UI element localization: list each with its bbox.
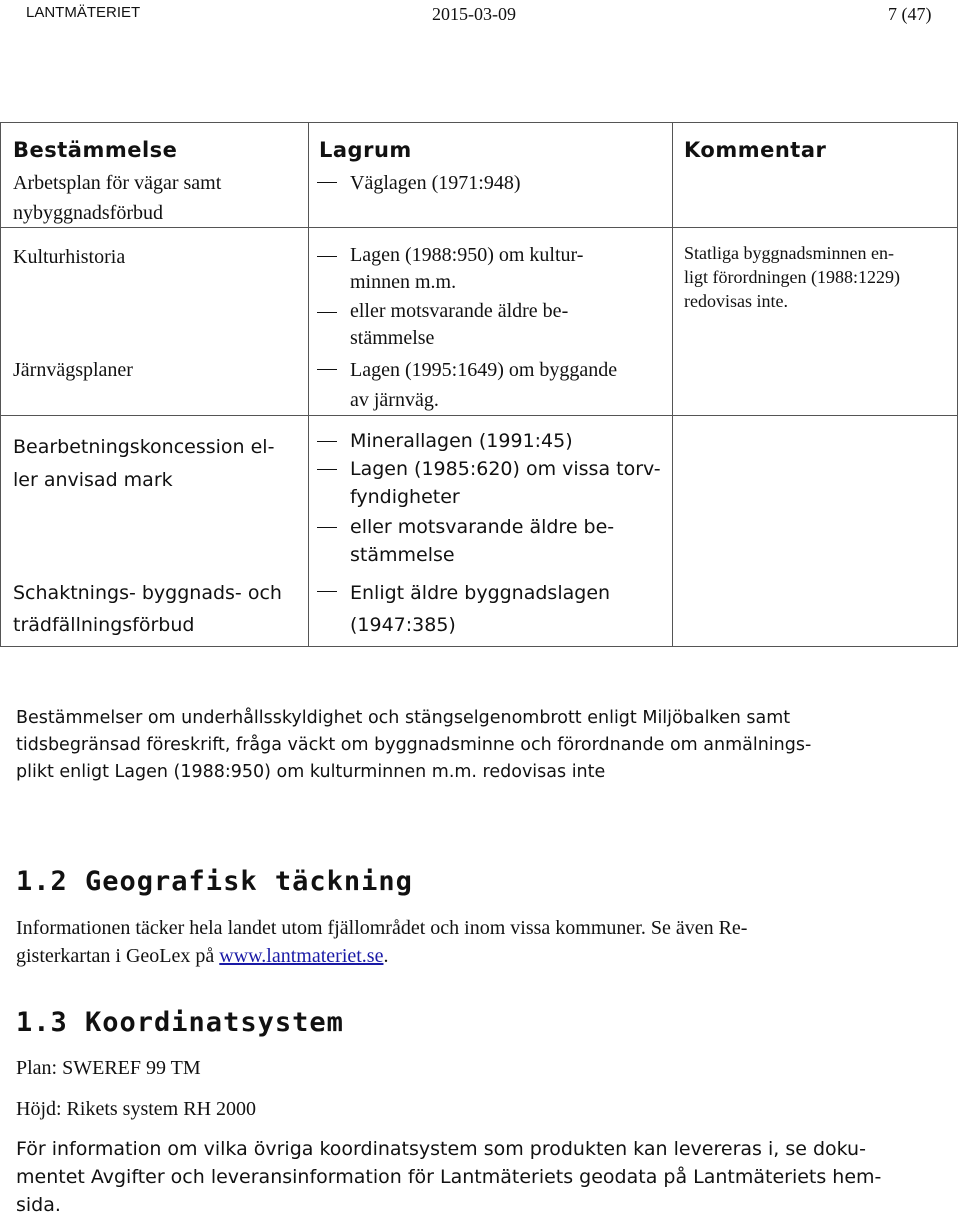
row-5-bestammelse: Schaktnings- byggnads- och trädfällningsförbud xyxy=(13,582,282,636)
dash-bullet xyxy=(317,369,337,370)
dash-bullet xyxy=(317,182,337,183)
column-header-lagrum: Lagrum xyxy=(319,138,412,162)
page-header xyxy=(0,0,960,30)
dash-bullet xyxy=(317,256,337,257)
row-3-bestammelse: Järnvägsplaner xyxy=(13,359,133,381)
row-4-lagrum-item-1: Minerallagen (1991:45) xyxy=(350,427,573,455)
section-heading-koordinatsystem: 1.3 Koordinatsystem xyxy=(16,1007,344,1038)
dash-bullet xyxy=(317,312,337,313)
page-number: 7 (47) xyxy=(888,4,932,24)
row-1-bestammelse: Arbetsplan för vägar samt nybyggnadsförbud xyxy=(13,172,222,224)
column-header-kommentar: Kommentar xyxy=(684,138,827,162)
org-name: LANTMÄTERIET xyxy=(26,4,141,21)
row-2-lagrum-item-1: Lagen (1988:950) om kultur- minnen m.m. xyxy=(350,242,583,296)
dash-bullet xyxy=(317,527,337,528)
column-header-bestammelse: Bestämmelse xyxy=(13,138,178,162)
coverage-paragraph: Informationen täcker hela landet utom fjällområdet och inom vissa kommuner. Se även Re- gisterkartan i GeoLex på www.lantmateriet.se. xyxy=(16,917,748,967)
column-divider xyxy=(308,123,309,646)
plan-system: Plan: SWEREF 99 TM xyxy=(16,1057,201,1079)
lantmateriet-link[interactable]: www.lantmateriet.se xyxy=(219,945,384,967)
row-divider xyxy=(1,415,957,416)
section-heading-geografisk-tackning: 1.2 Geografisk täckning xyxy=(16,866,413,897)
coordinate-info-paragraph: För information om vilka övriga koordinatsystem som produkten kan levereras i, se doku- mentet Avgifter och leveransinformation för Lantmäteriets geodata på Lantmäteriets hem- sida. xyxy=(16,1138,882,1216)
row-4-lagrum-item-2: Lagen (1985:620) om vissa torv- fyndigheter xyxy=(350,455,661,511)
row-4-lagrum-item-3: eller motsvarande äldre be- stämmelse xyxy=(350,513,614,569)
row-2-bestammelse: Kulturhistoria xyxy=(13,246,126,268)
regulations-table xyxy=(0,122,958,647)
row-3-lagrum: Lagen (1995:1649) om byggande av järnväg. xyxy=(350,355,617,415)
row-2-kommentar: Statliga byggnadsminnen en- ligt förordningen (1988:1229) redovisas inte. xyxy=(684,243,900,311)
exclusion-note: Bestämmelser om underhållsskyldighet och stängselgenombrott enligt Miljöbalken samt tidsbegränsad föreskrift, fråga väckt om byggnadsminne och förordnande om anmälnings- plikt enligt Lagen (1988:950) om kulturminnen m.m. redovisas inte xyxy=(16,708,812,782)
row-1-lagrum: Väglagen (1971:948) xyxy=(350,168,521,198)
height-system: Höjd: Rikets system RH 2000 xyxy=(16,1098,257,1120)
dash-bullet xyxy=(317,591,337,592)
dash-bullet xyxy=(317,469,337,470)
column-divider xyxy=(672,123,673,646)
row-5-lagrum: Enligt äldre byggnadslagen (1947:385) xyxy=(350,577,610,641)
row-4-bestammelse: Bearbetningskoncession el- ler anvisad mark xyxy=(13,436,275,491)
dash-bullet xyxy=(317,441,337,442)
row-2-lagrum-item-2: eller motsvarande äldre be- stämmelse xyxy=(350,298,568,352)
document-date: 2015-03-09 xyxy=(432,4,516,24)
